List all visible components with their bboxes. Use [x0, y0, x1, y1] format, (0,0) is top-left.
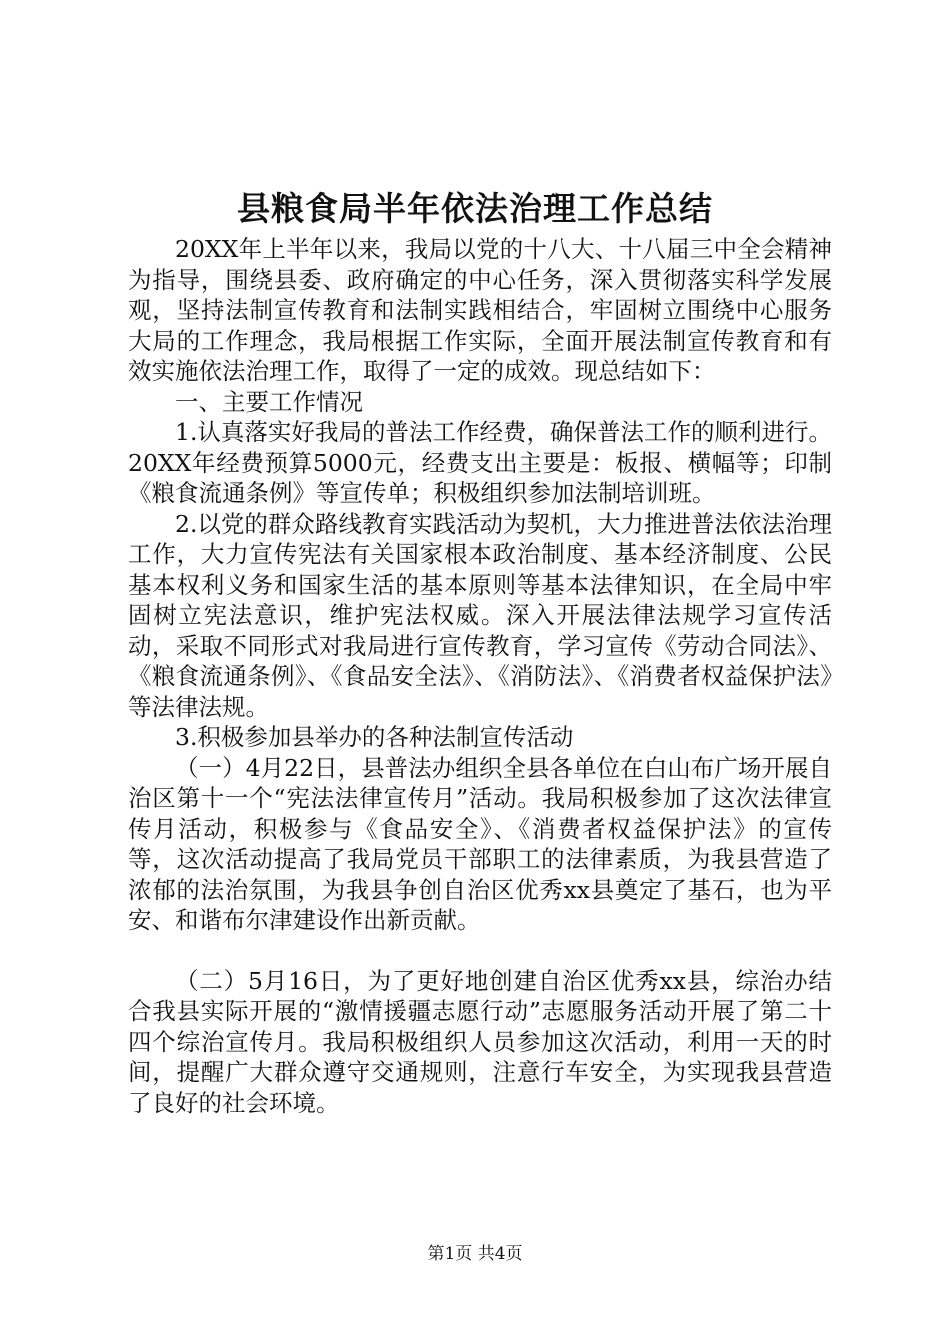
page-footer: 第1页 共4页	[427, 1244, 523, 1264]
section-heading-main-work: 一、主要工作情况	[175, 387, 363, 416]
paragraph-item-1: 1.认真落实好我局的普法工作经费，确保普法工作的顺利进行。20XX年经费预算5000元，经费支出主要是：板报、横幅等；印制《粮食流通条例》等宣传单；积极组织参加法制培训班。	[128, 418, 832, 507]
paragraph-sub-item-2: （二）5月16日，为了更好地创建自治区优秀xx县，综治办结合我县实际开展的“激情援疆志愿行动”志愿服务活动开展了第二十四个综治宣传月。我局积极组织人员参加这次活动，利用一天的时间，提醒广大群众遵守交通规则，注意行车安全，为实现我县营造了良好的社会环境。	[128, 966, 832, 1117]
paragraph-intro: 20XX年上半年以来，我局以党的十八大、十八届三中全会精神为指导，围绕县委、政府确定的中心任务，深入贯彻落实科学发展观，坚持法制宣传教育和法制实践相结合，牢固树立围绕中心服务大局的工作理念，我局根据工作实际，全面开展法制宣传教育和有效实施依法治理工作，取得了一定的成效。现总结如下：	[128, 235, 832, 385]
document-title: 县粮食局半年依法治理工作总结	[237, 189, 713, 228]
document-body	[128, 234, 832, 1118]
paragraph-item-3: 3.积极参加县举办的各种法制宣传活动	[175, 723, 574, 751]
paragraph-item-2: 2.以党的群众路线教育实践活动为契机，大力推进普法依法治理工作，大力宣传宪法有关国家根本政治制度、基本经济制度、公民基本权利义务和国家生活的基本原则等基本法律知识，在全局中牢固树立宪法意识，维护宪法权威。深入开展法律法规学习宣传活动，采取不同形式对我局进行宣传教育，学习宣传《劳动合同法》、《粮食流通条例》、《食品安全法》、《消防法》、《消费者权益保护法》等法律法规。	[128, 509, 832, 721]
paragraph-sub-item-1: （一）4月22日，县普法办组织全县各单位在白山布广场开展自治区第十一个“宪法法律宣传月”活动。我局积极参加了这次法律宣传月活动，积极参与《食品安全》、《消费者权益保护法》的宣传等，这次活动提高了我局党员干部职工的法律素质，为我县营造了浓郁的法治氛围，为我县争创自治区优秀xx县奠定了基石，也为平安、和谐布尔津建设作出新贡献。	[128, 753, 832, 934]
